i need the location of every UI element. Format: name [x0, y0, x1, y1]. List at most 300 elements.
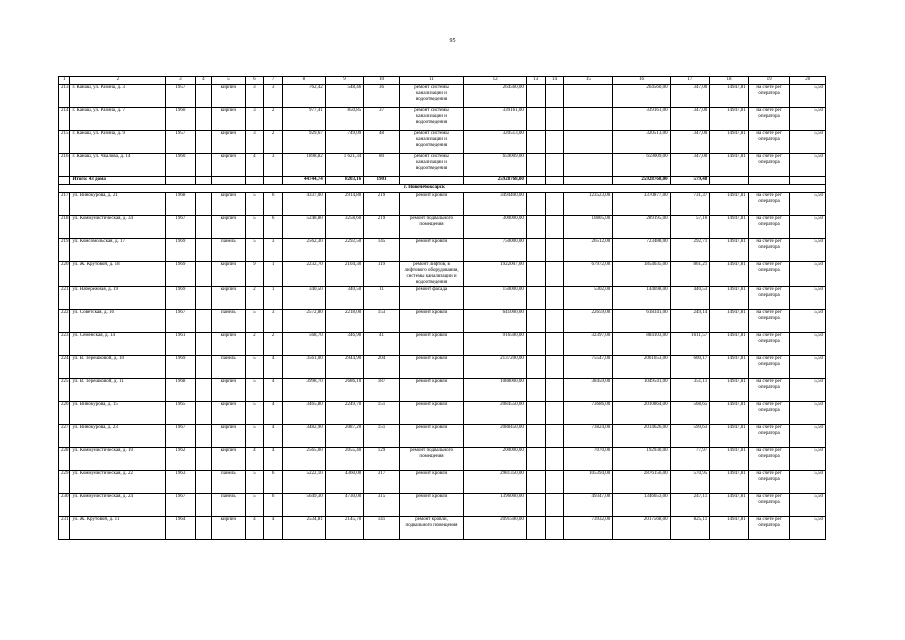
total-col-17: 579,48 — [670, 177, 710, 185]
floors-cell: 5 — [245, 379, 264, 402]
col-4-cell — [195, 379, 212, 402]
col-20-cell: 5,50 — [790, 154, 826, 177]
col-15-cell: 38459,00 — [564, 379, 613, 402]
entrances-cell: 4 — [264, 356, 283, 379]
col-16-cell: 144698,00 — [613, 287, 670, 310]
entrances-cell: 3 — [264, 239, 283, 262]
floors-cell: 5 — [245, 425, 264, 448]
entrances-cell: 6 — [264, 494, 283, 517]
col-14-cell — [545, 356, 564, 379]
col-16-cell: 723488,00 — [613, 239, 670, 262]
col-18-cell: 14947,81 — [710, 193, 749, 216]
address-cell: ул. Семенская, д. 14 — [70, 333, 166, 356]
col-18-cell: 14947,81 — [710, 310, 749, 333]
year-built-cell: 1968 — [166, 193, 195, 216]
col-17-cell: 861,21 — [670, 262, 710, 287]
work-cost-cell: 2137200,00 — [464, 356, 527, 379]
col-16-cell: 1854035,00 — [613, 262, 670, 287]
living-area-cell: 2218,00 — [325, 310, 364, 333]
table-row — [59, 356, 826, 379]
col-14-cell — [545, 154, 564, 177]
year-built-cell: 1957 — [166, 131, 195, 154]
col-13-cell — [526, 154, 545, 177]
table-row — [59, 154, 826, 177]
living-area-cell: 4360,00 — [325, 471, 364, 494]
total-area-2: 8203,16 — [325, 177, 364, 185]
col-16-cell: 339161,00 — [613, 108, 670, 131]
col-18-cell: 14947,81 — [710, 494, 749, 517]
entrances-cell: 3 — [264, 154, 283, 177]
total-area-cell: 568,70 — [283, 333, 326, 356]
wall-material-cell: кирпич — [212, 154, 245, 177]
work-type-cell: ремонт подвального помещения — [399, 448, 464, 471]
residents-cell: 315 — [364, 494, 399, 517]
column-number-row — [59, 77, 826, 85]
total-area-cell: 4337,00 — [283, 193, 326, 216]
col-4-cell — [195, 402, 212, 425]
col-13-cell — [526, 517, 545, 540]
total-area-cell: 977,41 — [283, 108, 326, 131]
col-16-cell: 289195,00 — [613, 216, 670, 239]
col-14-cell — [545, 193, 564, 216]
row-number-cell: 220 — [59, 262, 70, 287]
table-row — [59, 379, 826, 402]
entrances-cell: 4 — [264, 402, 283, 425]
col-14-cell — [545, 108, 564, 131]
col-13-cell — [526, 448, 545, 471]
col-16-cell: 884103,00 — [613, 333, 670, 356]
col-4-cell — [195, 154, 212, 177]
funding-source-cell: на счете рег оператора — [748, 287, 790, 310]
row-number-cell: 224 — [59, 356, 70, 379]
year-built-cell: 1960 — [166, 108, 195, 131]
table-row — [59, 287, 826, 310]
col-4-cell — [195, 517, 212, 540]
col-18-cell: 14947,81 — [710, 216, 749, 239]
entrances-cell: 2 — [264, 131, 283, 154]
year-built-cell: 1967 — [166, 425, 195, 448]
col-15-cell: 75547,00 — [564, 356, 613, 379]
row-number-cell: 229 — [59, 471, 70, 494]
city-heading: г. Новочебоксарск — [59, 185, 826, 193]
col-17-cell: 570,95 — [670, 471, 710, 494]
total-area-cell: 2534,81 — [283, 517, 326, 540]
col-13-cell — [526, 494, 545, 517]
address-cell: ул. Советская, д. 16 — [70, 310, 166, 333]
column-number: 11 — [399, 77, 464, 85]
table-row — [59, 402, 826, 425]
total-area-cell: 340,50 — [283, 287, 326, 310]
total-area-1: 44744,74 — [283, 177, 326, 185]
col-4-cell — [195, 216, 212, 239]
work-type-cell: ремонт системы канализации и водоотведения — [399, 131, 464, 154]
total-area-cell: 2232,70 — [283, 262, 326, 287]
col-17-cell: 568,65 — [670, 402, 710, 425]
living-area-cell: 2104,30 — [325, 262, 364, 287]
col-4-cell — [195, 262, 212, 287]
work-cost-cell: 339161,00 — [464, 108, 527, 131]
col-16-cell: 2017568,00 — [613, 517, 670, 540]
row-number-cell: 215 — [59, 131, 70, 154]
funding-source-cell: на счете рег оператора — [748, 216, 790, 239]
work-type-cell: ремонт системы канализации и водоотведения — [399, 85, 464, 108]
living-area-cell: 4730,00 — [325, 494, 364, 517]
work-cost-cell: 916500,00 — [464, 333, 527, 356]
entrances-cell: 3 — [264, 85, 283, 108]
living-area-cell: 2686,10 — [325, 379, 364, 402]
column-number: 15 — [564, 77, 613, 85]
total-area-cell: 5248,80 — [283, 216, 326, 239]
col-18-cell: 14947,81 — [710, 85, 749, 108]
work-cost-cell: 2088450,00 — [464, 425, 527, 448]
col-18-cell: 14947,81 — [710, 108, 749, 131]
total-area-cell: 5222,10 — [283, 471, 326, 494]
residents-cell: 317 — [364, 471, 399, 494]
col-17-cell: 347,00 — [670, 154, 710, 177]
total-area-cell: 3561,00 — [283, 356, 326, 379]
funding-source-cell: на счете рег оператора — [748, 333, 790, 356]
total-area-cell: 3998,70 — [283, 379, 326, 402]
entrances-cell: 1 — [264, 287, 283, 310]
col-16-cell: 320513,00 — [613, 131, 670, 154]
residents-cell: 48 — [364, 131, 399, 154]
total-area-cell: 2572,80 — [283, 310, 326, 333]
column-number: 12 — [464, 77, 527, 85]
funding-source-cell: на счете рег оператора — [748, 85, 790, 108]
col-14-cell — [545, 239, 564, 262]
col-20-cell: 5,50 — [790, 108, 826, 131]
col-20-cell: 5,50 — [790, 494, 826, 517]
address-cell: г. Канаш, ул. Чкалова, д. 14 — [70, 154, 166, 177]
col-4-cell — [195, 131, 212, 154]
year-built-cell: 1957 — [166, 85, 195, 108]
column-number: 9 — [325, 77, 364, 85]
col-14-cell — [545, 425, 564, 448]
col-17-cell: 599,63 — [670, 425, 710, 448]
work-type-cell: ремонт системы канализации и водоотведения — [399, 108, 464, 131]
col-15-cell: 32397,00 — [564, 333, 613, 356]
col-15-cell: 5302,00 — [564, 287, 613, 310]
col-20-cell: 5,50 — [790, 402, 826, 425]
total-area-cell: 3482,90 — [283, 425, 326, 448]
row-number-cell: 226 — [59, 402, 70, 425]
col-18-cell: 14947,81 — [710, 333, 749, 356]
work-type-cell: ремонт кровли — [399, 379, 464, 402]
funding-source-cell: на счете рег оператора — [748, 131, 790, 154]
total-col-16: 25928768,00 — [613, 177, 670, 185]
wall-material-cell: кирпич — [212, 287, 245, 310]
column-number: 18 — [710, 77, 749, 85]
address-cell: ул. Винокурова, д. 21 — [70, 193, 166, 216]
year-built-cell: 1963 — [166, 471, 195, 494]
col-17-cell: 351,11 — [670, 379, 710, 402]
col-4-cell — [195, 448, 212, 471]
col-16-cell: 2876156,00 — [613, 471, 670, 494]
col-18-cell: 14947,81 — [710, 262, 749, 287]
residents-cell: 219 — [364, 216, 399, 239]
col-4-cell — [195, 333, 212, 356]
column-number: 17 — [670, 77, 710, 85]
entrances-cell: 4 — [264, 448, 283, 471]
address-cell: ул. Набережная, д. 19 — [70, 287, 166, 310]
row-number-cell: 218 — [59, 216, 70, 239]
wall-material-cell: панель — [212, 471, 245, 494]
col-20-cell: 5,50 — [790, 333, 826, 356]
year-built-cell: 1961 — [166, 333, 195, 356]
col-15-cell — [564, 131, 613, 154]
work-type-cell: ремонт кровли — [399, 333, 464, 356]
col-18-cell: 14947,81 — [710, 402, 749, 425]
entrances-cell: 4 — [264, 517, 283, 540]
floors-cell: 5 — [245, 402, 264, 425]
col-15-cell: 7070,00 — [564, 448, 613, 471]
work-cost-cell: 1088000,00 — [464, 379, 527, 402]
table-row — [59, 216, 826, 239]
col-14-cell — [545, 333, 564, 356]
floors-cell: 5 — [245, 494, 264, 517]
work-cost-cell: 1396000,00 — [464, 494, 527, 517]
col-4-cell — [195, 310, 212, 333]
column-number: 1 — [59, 77, 70, 85]
col-13-cell — [526, 425, 545, 448]
col-4-cell — [195, 193, 212, 216]
wall-material-cell: кирпич — [212, 448, 245, 471]
col-14-cell — [545, 216, 564, 239]
living-area-cell: 2145,70 — [325, 517, 364, 540]
col-20-cell: 5,50 — [790, 239, 826, 262]
col-17-cell: 347,00 — [670, 131, 710, 154]
col-16-cell: 264560,00 — [613, 85, 670, 108]
col-16-cell: 659009,00 — [613, 154, 670, 177]
col-20-cell: 5,50 — [790, 193, 826, 216]
col-20-cell: 5,50 — [790, 310, 826, 333]
column-number: 2 — [70, 77, 166, 85]
col-18-cell: 14947,81 — [710, 356, 749, 379]
col-14-cell — [545, 402, 564, 425]
col-18-cell: 14947,81 — [710, 239, 749, 262]
col-4-cell — [195, 471, 212, 494]
col-4-cell — [195, 239, 212, 262]
col-17-cell: 440,53 — [670, 287, 710, 310]
row-number-cell: 223 — [59, 333, 70, 356]
year-built-cell: 1964 — [166, 517, 195, 540]
capital-repair-table — [58, 76, 826, 540]
wall-material-cell: кирпич — [212, 85, 245, 108]
work-type-cell: ремонт кровли — [399, 193, 464, 216]
col-15-cell — [564, 108, 613, 131]
total-row — [59, 177, 826, 185]
col-17-cell: 77,97 — [670, 448, 710, 471]
city-heading-row — [59, 185, 826, 193]
work-cost-cell: 2091500,00 — [464, 517, 527, 540]
col-14-cell — [545, 517, 564, 540]
table-row — [59, 310, 826, 333]
entrances-cell: 4 — [264, 425, 283, 448]
table-row — [59, 262, 826, 287]
col-14-cell — [545, 310, 564, 333]
col-18-cell: 14947,81 — [710, 379, 749, 402]
col-17-cell: 825,11 — [670, 517, 710, 540]
column-number: 5 — [212, 77, 245, 85]
entrances-cell: 6 — [264, 471, 283, 494]
col-20-cell: 5,50 — [790, 85, 826, 108]
residents-cell: 141 — [364, 517, 399, 540]
work-type-cell: ремонт кровли — [399, 239, 464, 262]
col-14-cell — [545, 471, 564, 494]
col-4-cell — [195, 108, 212, 131]
living-area-cell: 3258,60 — [325, 216, 364, 239]
col-14-cell — [545, 262, 564, 287]
living-area-cell: 548,46 — [325, 85, 364, 108]
year-built-cell: 1969 — [166, 356, 195, 379]
col-16-cell: 1049541,00 — [613, 379, 670, 402]
funding-source-cell: на счете рег оператора — [748, 356, 790, 379]
total-cost: 25928768,00 — [464, 177, 527, 185]
work-type-cell: ремонт фасада — [399, 287, 464, 310]
residents-cell: 129 — [364, 448, 399, 471]
row-number-cell: 217 — [59, 193, 70, 216]
funding-source-cell: на счете рег оператора — [748, 425, 790, 448]
living-area-cell: 2087,20 — [325, 425, 364, 448]
living-area-cell: 2292,50 — [325, 239, 364, 262]
table-row — [59, 448, 826, 471]
wall-material-cell: панель — [212, 239, 245, 262]
row-number-cell: 216 — [59, 154, 70, 177]
address-cell: ул. В. Терешковой, д. 11 — [70, 379, 166, 402]
col-4-cell — [195, 356, 212, 379]
living-area-cell: 2055,40 — [325, 448, 364, 471]
col-15-cell — [564, 154, 613, 177]
col-15-cell: 10805,00 — [564, 216, 613, 239]
row-number-cell: 225 — [59, 379, 70, 402]
col-18-cell: 14947,81 — [710, 287, 749, 310]
entrances-cell: 1 — [264, 262, 283, 287]
total-area-cell: 5649,30 — [283, 494, 326, 517]
row-number-cell: 231 — [59, 517, 70, 540]
col-15-cell: 105394,00 — [564, 471, 613, 494]
funding-source-cell: на счете рег оператора — [748, 494, 790, 517]
col-14-cell — [545, 494, 564, 517]
col-13-cell — [526, 402, 545, 425]
year-built-cell: 1967 — [166, 216, 195, 239]
col-15-cell: 49347,00 — [564, 494, 613, 517]
total-label: Итого: 43 дома — [70, 177, 166, 185]
entrances-cell: 6 — [264, 216, 283, 239]
entrances-cell: 2 — [264, 108, 283, 131]
col-17-cell: 292,71 — [670, 239, 710, 262]
col-16-cell: 2061653,00 — [613, 356, 670, 379]
row-number-cell: 213 — [59, 85, 70, 108]
col-14-cell — [545, 448, 564, 471]
floors-cell: 5 — [245, 193, 264, 216]
column-number: 10 — [364, 77, 399, 85]
residents-cell: 151 — [364, 402, 399, 425]
work-type-cell: ремонт кровли — [399, 425, 464, 448]
col-20-cell: 5,50 — [790, 131, 826, 154]
table-row — [59, 333, 826, 356]
year-built-cell: 1969 — [166, 262, 195, 287]
work-cost-cell: 750000,00 — [464, 239, 527, 262]
year-built-cell: 1965 — [166, 402, 195, 425]
funding-source-cell: на счете рег оператора — [748, 448, 790, 471]
col-20-cell: 5,50 — [790, 471, 826, 494]
col-15-cell — [564, 85, 613, 108]
entrances-cell: 3 — [264, 310, 283, 333]
wall-material-cell: кирпич — [212, 262, 245, 287]
residents-cell: 11 — [364, 287, 399, 310]
col-15-cell: 73686,00 — [564, 402, 613, 425]
column-number: 13 — [526, 77, 545, 85]
col-16-cell: 192930,00 — [613, 448, 670, 471]
table-row — [59, 494, 826, 517]
residents-cell: 80 — [364, 154, 399, 177]
col-17-cell: 600,17 — [670, 356, 710, 379]
living-area-cell: 2944,90 — [325, 356, 364, 379]
floors-cell: 4 — [245, 517, 264, 540]
wall-material-cell: панель — [212, 494, 245, 517]
col-17-cell: 249,14 — [670, 310, 710, 333]
col-14-cell — [545, 379, 564, 402]
col-13-cell — [526, 471, 545, 494]
address-cell: г. Канаш, ул. Разина, д. 3 — [70, 85, 166, 108]
column-number: 8 — [283, 77, 326, 85]
col-16-cell: 2010864,00 — [613, 402, 670, 425]
col-20-cell: 5,50 — [790, 517, 826, 540]
wall-material-cell: кирпич — [212, 425, 245, 448]
floors-cell: 5 — [245, 310, 264, 333]
col-15-cell: 26512,00 — [564, 239, 613, 262]
living-area-cell: 749,09 — [325, 131, 364, 154]
floors-cell: 5 — [245, 216, 264, 239]
table-row — [59, 193, 826, 216]
col-13-cell — [526, 287, 545, 310]
residents-cell: 37 — [364, 108, 399, 131]
col-13-cell — [526, 108, 545, 131]
total-area-cell: 762,42 — [283, 85, 326, 108]
year-built-cell: 1967 — [166, 310, 195, 333]
col-15-cell: 22659,00 — [564, 310, 613, 333]
col-17-cell: 347,00 — [670, 108, 710, 131]
col-17-cell: 57,16 — [670, 216, 710, 239]
col-14-cell — [545, 287, 564, 310]
wall-material-cell: панель — [212, 310, 245, 333]
work-type-cell: ремонт кровли — [399, 471, 464, 494]
col-13-cell — [526, 356, 545, 379]
row-number-cell: 228 — [59, 448, 70, 471]
col-13-cell — [526, 379, 545, 402]
row-number-cell: 222 — [59, 310, 70, 333]
year-built-cell: 1969 — [166, 239, 195, 262]
column-number: 7 — [264, 77, 283, 85]
col-4-cell — [195, 287, 212, 310]
residents-cell: 153 — [364, 310, 399, 333]
col-18-cell: 14947,81 — [710, 154, 749, 177]
row-number-cell: 221 — [59, 287, 70, 310]
col-20-cell: 5,50 — [790, 356, 826, 379]
wall-material-cell: панель — [212, 356, 245, 379]
address-cell: г. Канаш, ул. Разина, д. 9 — [70, 131, 166, 154]
year-built-cell: 1969 — [166, 287, 195, 310]
year-built-cell: 1967 — [166, 494, 195, 517]
work-type-cell: ремонт подвального помещения — [399, 216, 464, 239]
funding-source-cell: на счете рег оператора — [748, 154, 790, 177]
total-area-cell: 1898,82 — [283, 154, 326, 177]
col-18-cell: 14947,81 — [710, 517, 749, 540]
living-area-cell: 2914,80 — [325, 193, 364, 216]
funding-source-cell: на счете рег оператора — [748, 402, 790, 425]
col-4-cell — [195, 85, 212, 108]
col-14-cell — [545, 131, 564, 154]
